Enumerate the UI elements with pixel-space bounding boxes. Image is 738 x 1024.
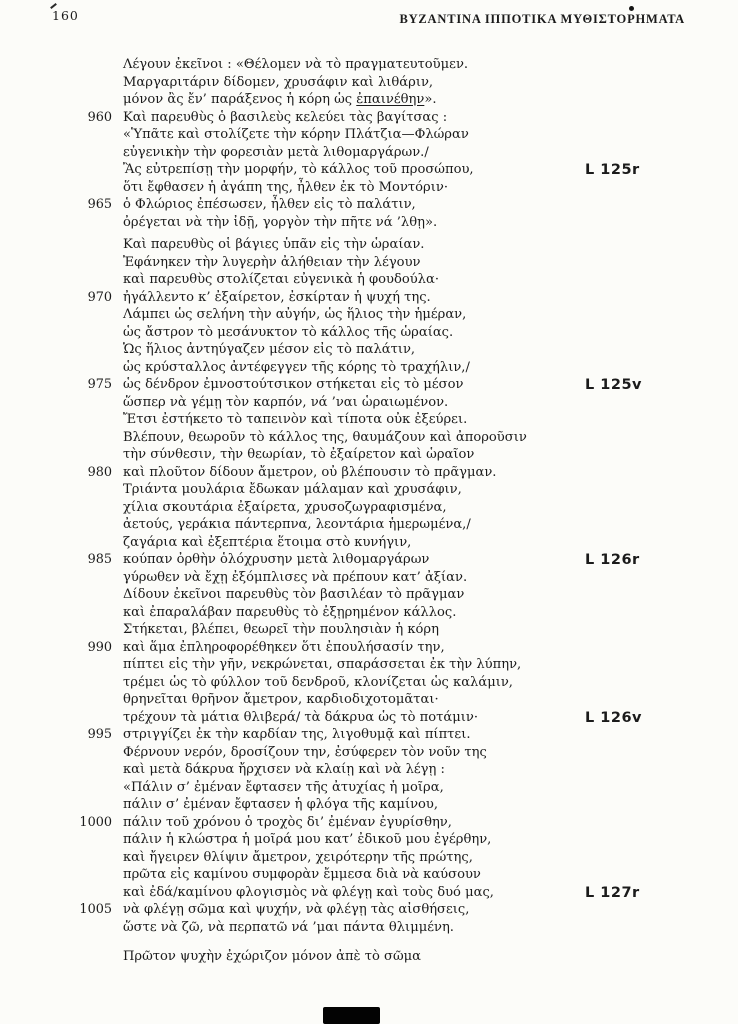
verse-text: Φέρνουν νερόν, δροσίζουν την, ἐσύφερεν τὸν νοῦν της <box>123 744 487 760</box>
verse-number <box>68 446 123 464</box>
verse-number <box>68 214 123 232</box>
verse-number <box>68 306 123 324</box>
verse-number <box>68 674 123 692</box>
verse-line <box>68 516 708 534</box>
verse-number: 1000 <box>79 814 112 830</box>
verse-number <box>68 56 123 74</box>
verse-text: Μαργαριτάριν δίδομεν, χρυσάφιν καὶ λιθάριν, <box>123 74 434 90</box>
verse-number <box>68 796 123 814</box>
verse-text: ὁ Φλώριος ἐπέσωσεν, ἦλθεν εἰς τὸ παλάτιν, <box>123 197 416 212</box>
verse-line <box>68 948 708 966</box>
verse-line <box>68 429 708 447</box>
verse-line <box>68 376 708 394</box>
running-title: ΒΥΖΑΝΤΙΝΑ ΙΠΠΟΤΙΚΑ ΜΥΘΙΣΤΟΡΗΜΑΤΑ <box>399 12 685 26</box>
folio-marker: L 126r <box>585 552 640 568</box>
folio-marker: L 125v <box>585 377 643 393</box>
verse-text: καὶ παρευθὺς στολίζεται εὐγενικὰ ἡ φουδούλα· <box>123 272 439 287</box>
verse-number <box>68 394 123 412</box>
verse-number <box>68 324 123 342</box>
verse-line <box>68 324 708 342</box>
verse-text: Δίδουν ἐκεῖνοι παρευθὺς τὸν βασιλέαν τὸ πρᾶγμαν <box>123 587 465 602</box>
underlined-word: ἐπαινέθην <box>356 92 425 107</box>
verse-text: τρέχουν τὰ μάτια θλιβερά/ τὰ δάκρυα ὡς τὸ ποτάμιν· <box>123 709 479 725</box>
verse-text: Καὶ παρευθὺς οἱ βάγιες ὑπᾶν εἰς τὴν ὡραίαν. <box>123 237 425 252</box>
page-number: 160 <box>52 8 79 23</box>
folio-marker: L 125r <box>585 162 640 178</box>
verse-number <box>68 144 123 162</box>
verse-line <box>68 849 708 867</box>
verse-text: ὥστε νὰ ζῶ, νὰ περπατῶ νά ’μαι πάντα θλιμμένη. <box>123 919 454 935</box>
verse-number <box>68 534 123 552</box>
verse-number <box>68 271 123 289</box>
verse-text: νὰ φλέγῃ σῶμα καὶ ψυχήν, νὰ φλέγῃ τὰς αἰσθήσεις, <box>123 902 470 917</box>
verse-text: γύρωθεν νὰ ἔχῃ ἐξόμπλισες νὰ πρέπουν κατ’ ἀξίαν. <box>123 569 468 585</box>
verse-text: Λέγουν ἐκεῖνοι : «Θέλομεν νὰ τὸ πραγματευτοῦμεν. <box>123 57 469 72</box>
verse-text: ἠγάλλεντο κ’ ἐξαίρετον, ἐσκίρταν ἡ ψυχή της. <box>123 289 431 305</box>
verse-number: 960 <box>87 109 112 125</box>
verse-number <box>68 411 123 429</box>
verse-number: 980 <box>87 464 112 480</box>
verse-number: 995 <box>87 727 112 742</box>
verse-line <box>68 551 708 569</box>
verse-text: πάλιν σ’ ἐμέναν ἔφτασεν ἡ φλόγα τῆς καμίνου, <box>123 797 439 812</box>
verse-text: Ἐφάνηκεν τὴν λυγερὴν ἀλήθειαν τὴν λέγουν <box>123 254 421 270</box>
verse-number <box>68 516 123 534</box>
verse-text: Βλέπουν, θεωροῦν τὸ κάλλος της, θαυμάζουν καὶ ἀποροῦσιν <box>123 429 527 445</box>
verse-line <box>68 236 708 254</box>
verse-line <box>68 254 708 272</box>
verse-line <box>68 621 708 639</box>
verse-line <box>68 761 708 779</box>
verse-line <box>68 586 708 604</box>
verse-text: Πρῶτον ψυχὴν ἐχώριζον μόνον ἀπὲ τὸ σῶμα <box>123 949 421 964</box>
verse-line <box>68 214 708 232</box>
verse-text: θρηνεῖται θρῆνον ἄμετρον, καρδιοδιχοτομᾶται· <box>123 692 439 707</box>
verse-number: 970 <box>87 289 112 305</box>
verse-text: Στήκεται, βλέπει, θεωρεῖ τὴν πουλησιὰν ἡ κόρη <box>123 622 439 637</box>
verse-line <box>68 569 708 587</box>
verse-text: «Πάλιν σ’ ἐμέναν ἔφτασεν τῆς ἀτυχίας ἡ μοῖρα, <box>123 779 444 795</box>
verse-line <box>68 464 708 482</box>
verse-number <box>68 709 123 727</box>
verse-number <box>68 604 123 622</box>
verse-line <box>68 656 708 674</box>
verse-line <box>68 196 708 214</box>
verse-text: πάλιν τοῦ χρόνου ὁ τροχὸς δι’ ἐμέναν ἐγυρίσθην, <box>123 814 452 830</box>
verse-line <box>68 744 708 762</box>
verse-text: Ἔτσι ἐστήκετο τὸ ταπεινὸν καὶ τίποτα οὐκ ἐξεύρει. <box>123 412 468 427</box>
verse-line <box>68 91 708 109</box>
scan-artifact <box>323 1007 380 1024</box>
verse-text: ὅτι ἔφθασεν ἡ ἀγάπη της, ἦλθεν ἐκ τὸ Μοντόριν· <box>123 179 448 195</box>
verse-number <box>68 948 123 966</box>
verse-text: «Ὑπᾶτε καὶ στολίζετε τὴν κόρην Πλάτζια—Φλώραν <box>123 127 469 142</box>
verse-text: καὶ ἤγειρεν θλίψιν ἄμετρον, χειρότερην τῆς πρώτης, <box>123 849 473 865</box>
verse-number <box>68 831 123 849</box>
verse-text: μόνον ἂς ἔν’ παράξενος ἡ κόρη ὡς ἐπαινέθην». <box>123 92 437 107</box>
verse-line <box>68 161 708 179</box>
verse-line <box>68 796 708 814</box>
verse-text: πίπτει εἰς τὴν γῆν, νεκρώνεται, σπαράσσεται ἐκ τὴν λύπην, <box>123 657 522 672</box>
verse-line <box>68 726 708 744</box>
verse-number <box>68 569 123 587</box>
verse-text: καὶ ἅμα ἐπληροφορέθηκεν ὅτι ἐπουλήσασίν την, <box>123 639 445 655</box>
verse-line <box>68 74 708 92</box>
verse-text: ὡς δένδρον ἐμνοστούτσικον στήκεται εἰς τὸ μέσον <box>123 377 464 392</box>
verse-number: 965 <box>87 197 112 212</box>
verse-number: 990 <box>87 639 112 655</box>
verse-text: Καὶ παρευθὺς ὁ βασιλεὺς κελεύει τὰς βαγίτσας : <box>123 109 448 125</box>
verse-text: Τριάντα μουλάρια ἔδωκαν μάλαμαν καὶ χρυσάφιν, <box>123 482 462 497</box>
folio-marker: L 127r <box>585 884 640 901</box>
verse-number <box>68 779 123 797</box>
verse-text: καὶ ἐπαραλάβαν παρευθὺς τὸ ἐξῃρημένον κάλλος. <box>123 604 457 620</box>
verse-text: τρέμει ὡς τὸ φύλλον τοῦ δενδροῦ, κλονίζεται ὡς καλάμιν, <box>123 674 513 690</box>
verse-line <box>68 56 708 74</box>
verse-line <box>68 306 708 324</box>
verse-number <box>68 499 123 517</box>
verse-text: καὶ μετὰ δάκρυα ἤρχισεν νὰ κλαίῃ καὶ νὰ λέγῃ : <box>123 762 445 777</box>
verse-text: τὴν σύνθεσιν, τὴν θεωρίαν, τὸ ἐξαίρετον καὶ ὡραῖον <box>123 447 475 462</box>
verse-number <box>68 429 123 447</box>
verse-line <box>68 814 708 832</box>
verse-text: στριγγίζει ἐκ τὴν καρδίαν της, λιγοθυμᾷ καὶ πίπτει. <box>123 727 471 742</box>
verse-number <box>68 761 123 779</box>
verse-line <box>68 359 708 377</box>
verse-text: χίλια σκουτάρια ἐξαίρετα, χρυσοζωγραφισμένα, <box>123 499 447 515</box>
verse-line <box>68 831 708 849</box>
verse-text: πρῶτα εἰς καμίνου συμφορὰν ἔμμεσα διὰ νὰ καύσουν <box>123 867 481 882</box>
verse-text: καὶ πλοῦτον δίδουν ἄμετρον, οὐ βλέπουσιν τὸ πρᾶγμαν. <box>123 464 497 480</box>
verse-text: Ὡς ἥλιος ἀντηύγαζεν μέσον εἰς τὸ παλάτιν, <box>123 342 416 357</box>
verse-text: καὶ ἐδά/καμίνου φλογισμὸς νὰ φλέγῃ καὶ τοὺς δυό μας, <box>123 884 494 900</box>
verse-number <box>68 656 123 674</box>
verse-line <box>68 179 708 197</box>
verse-line <box>68 604 708 622</box>
verse-line <box>68 884 708 902</box>
verse-line <box>68 779 708 797</box>
verse-line <box>68 674 708 692</box>
verse-number <box>68 91 123 109</box>
verse-text: ὥσπερ νὰ γέμῃ τὸν καρπόν, νά ’ναι ὡραιωμένον. <box>123 394 449 410</box>
verse-number <box>68 126 123 144</box>
scan-artifact <box>629 6 634 11</box>
verse-line <box>68 534 708 552</box>
verse-number <box>68 341 123 359</box>
verse-line <box>68 919 708 937</box>
verse-text: ὡς ἄστρον τὸ μεσάνυκτον τὸ κάλλος τῆς ὡραίας. <box>123 324 454 340</box>
verse-line <box>68 289 708 307</box>
verse-number <box>68 586 123 604</box>
verse-line <box>68 709 708 727</box>
verse-number <box>68 254 123 272</box>
verse-line <box>68 126 708 144</box>
verse-line <box>68 901 708 919</box>
verse-number <box>68 691 123 709</box>
verse-line <box>68 341 708 359</box>
verse-number <box>68 161 123 179</box>
verse-text: εὐγενικὴν τὴν φορεσιὰν μετὰ λιθομαργάρων./ <box>123 144 429 160</box>
verse-line <box>68 394 708 412</box>
verse-number <box>68 621 123 639</box>
verse-line <box>68 109 708 127</box>
verse-number: 985 <box>87 552 112 567</box>
verse-number <box>68 236 123 254</box>
verse-text: ὀρέγεται νὰ τὴν ἰδῇ, γοργὸν τὴν πῆτε νά ’λθῃ». <box>123 214 438 230</box>
verse-line <box>68 144 708 162</box>
verse-line <box>68 411 708 429</box>
verse-line <box>68 639 708 657</box>
verse-line <box>68 866 708 884</box>
verse-text: πάλιν ἡ κλώστρα ἡ μοῖρά μου κατ’ ἐδικοῦ μου ἐγέρθην, <box>123 832 492 847</box>
verse-text-block <box>68 56 708 966</box>
folio-marker: L 126v <box>585 709 643 726</box>
verse-number <box>68 866 123 884</box>
verse-number <box>68 884 123 902</box>
verse-number <box>68 919 123 937</box>
verse-number <box>68 849 123 867</box>
verse-text: ἀετούς, γεράκια πάντερπνα, λεοντάρια ἡμερωμένα,/ <box>123 517 471 532</box>
verse-line <box>68 691 708 709</box>
verse-number <box>68 744 123 762</box>
verse-text: ζαγάρια καὶ ἐξεπτέρια ἕτοιμα στὸ κυνήγιν, <box>123 534 412 550</box>
verse-number <box>68 179 123 197</box>
verse-number <box>68 74 123 92</box>
verse-number: 975 <box>87 377 112 392</box>
verse-text: ὡς κρύσταλλος ἀντέφεγγεν τῆς κόρης τὸ τραχήλιν,/ <box>123 359 470 375</box>
verse-line <box>68 271 708 289</box>
verse-line <box>68 481 708 499</box>
verse-text: κούπαν ὀρθὴν ὁλόχρυσην μετὰ λιθομαργάρων <box>123 552 430 567</box>
verse-number: 1005 <box>79 902 112 917</box>
verse-text: Λάμπει ὡς σελήνη τὴν αὐγήν, ὡς ἥλιος τὴν ἡμέραν, <box>123 307 467 322</box>
verse-line <box>68 499 708 517</box>
verse-text: Ἂς εὐτρεπίσῃ τὴν μορφήν, τὸ κάλλος τοῦ προσώπου, <box>123 162 474 177</box>
verse-line <box>68 446 708 464</box>
verse-number <box>68 481 123 499</box>
verse-number <box>68 359 123 377</box>
